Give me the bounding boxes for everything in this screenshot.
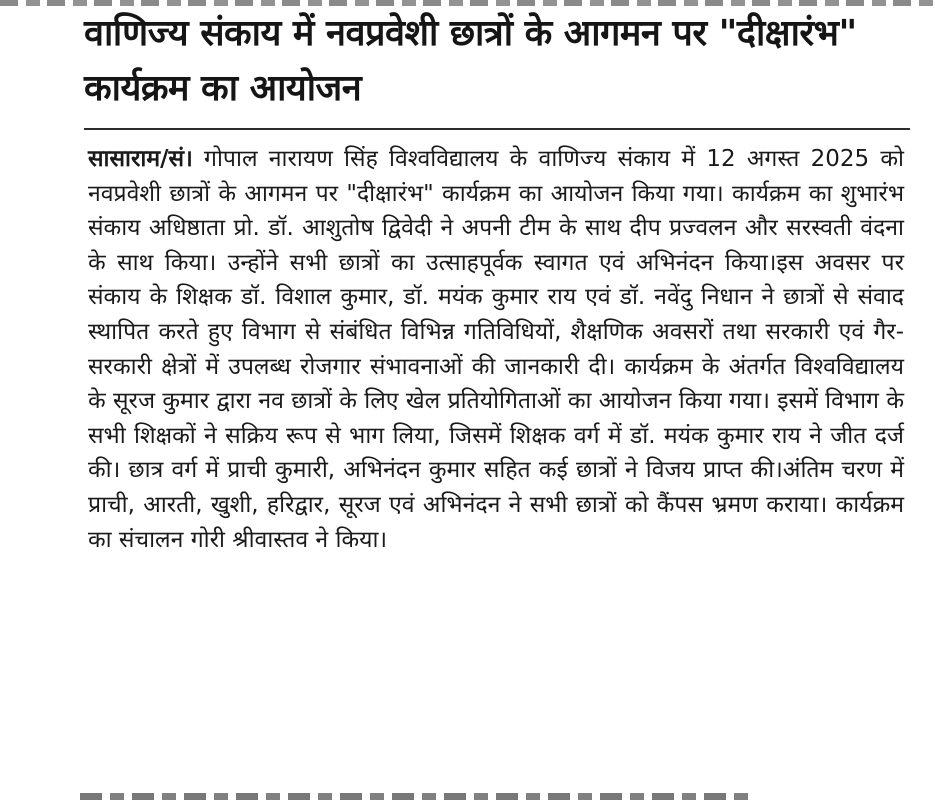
dateline: सासाराम/सं। (88, 146, 193, 172)
article-body-text: गोपाल नारायण सिंह विश्वविद्यालय के वाणिज्य संकाय में 12 अगस्त 2025 को नवप्रवेशी छात्रों के आगमन पर "दीक्षारंभ" कार्यक्रम का आयोजन किया गया। कार्यक्रम का शुभारंभ संकाय अधिष्ठाता प्रो. डॉ. आशुतोष द्विवेदी ने अपनी टीम के साथ दीप प्रज्वलन और सरस्वती वंदना के साथ किया। उन्होंने सभी छात्रों का उत्साहपूर्वक स्वागत एवं अभिनंदन किया।इस अवसर पर संकाय के शिक्षक डॉ. विशाल कुमार, डॉ. मयंक कुमार राय एवं डॉ. नवेंदु निधान ने छात्रों से संवाद स्थापित करते हुए विभाग से संबंधित विभिन्न गतिविधियों, शैक्षणिक अवसरों तथा सरकारी एवं गैर-सरकारी क्षेत्रों में उपलब्ध रोजगार संभावनाओं की जानकारी दी। कार्यक्रम के अंतर्गत विश्वविद्यालय के सूरज कुमार द्वारा नव छात्रों के लिए खेल प्रतियोगिताओं का आयोजन किया गया। इसमें विभाग के सभी शिक्षकों ने सक्रिय रूप से भाग लिया, जिसमें शिक्षक वर्ग में डॉ. मयंक कुमार राय ने जीत दर्ज की। छात्र वर्ग में प्राची कुमारी, अभिनंदन कुमार सहित कई छात्रों ने विजय प्राप्त की।अंतिम चरण में प्राची, आरती, खुशी, हरिद्वार, सूरज एवं अभिनंदन ने सभी छात्रों को कैंपस भ्रमण कराया। कार्यक्रम का संचालन गोरी श्रीवास्तव ने किया। (88, 146, 905, 553)
article-headline: वाणिज्य संकाय में नवप्रवेशी छात्रों के आगमन पर "दीक्षारंभ" कार्यक्रम का आयोजन (84, 13, 857, 109)
clipped-next-text (80, 793, 755, 800)
article-body (88, 142, 904, 557)
headline-divider (84, 128, 910, 130)
